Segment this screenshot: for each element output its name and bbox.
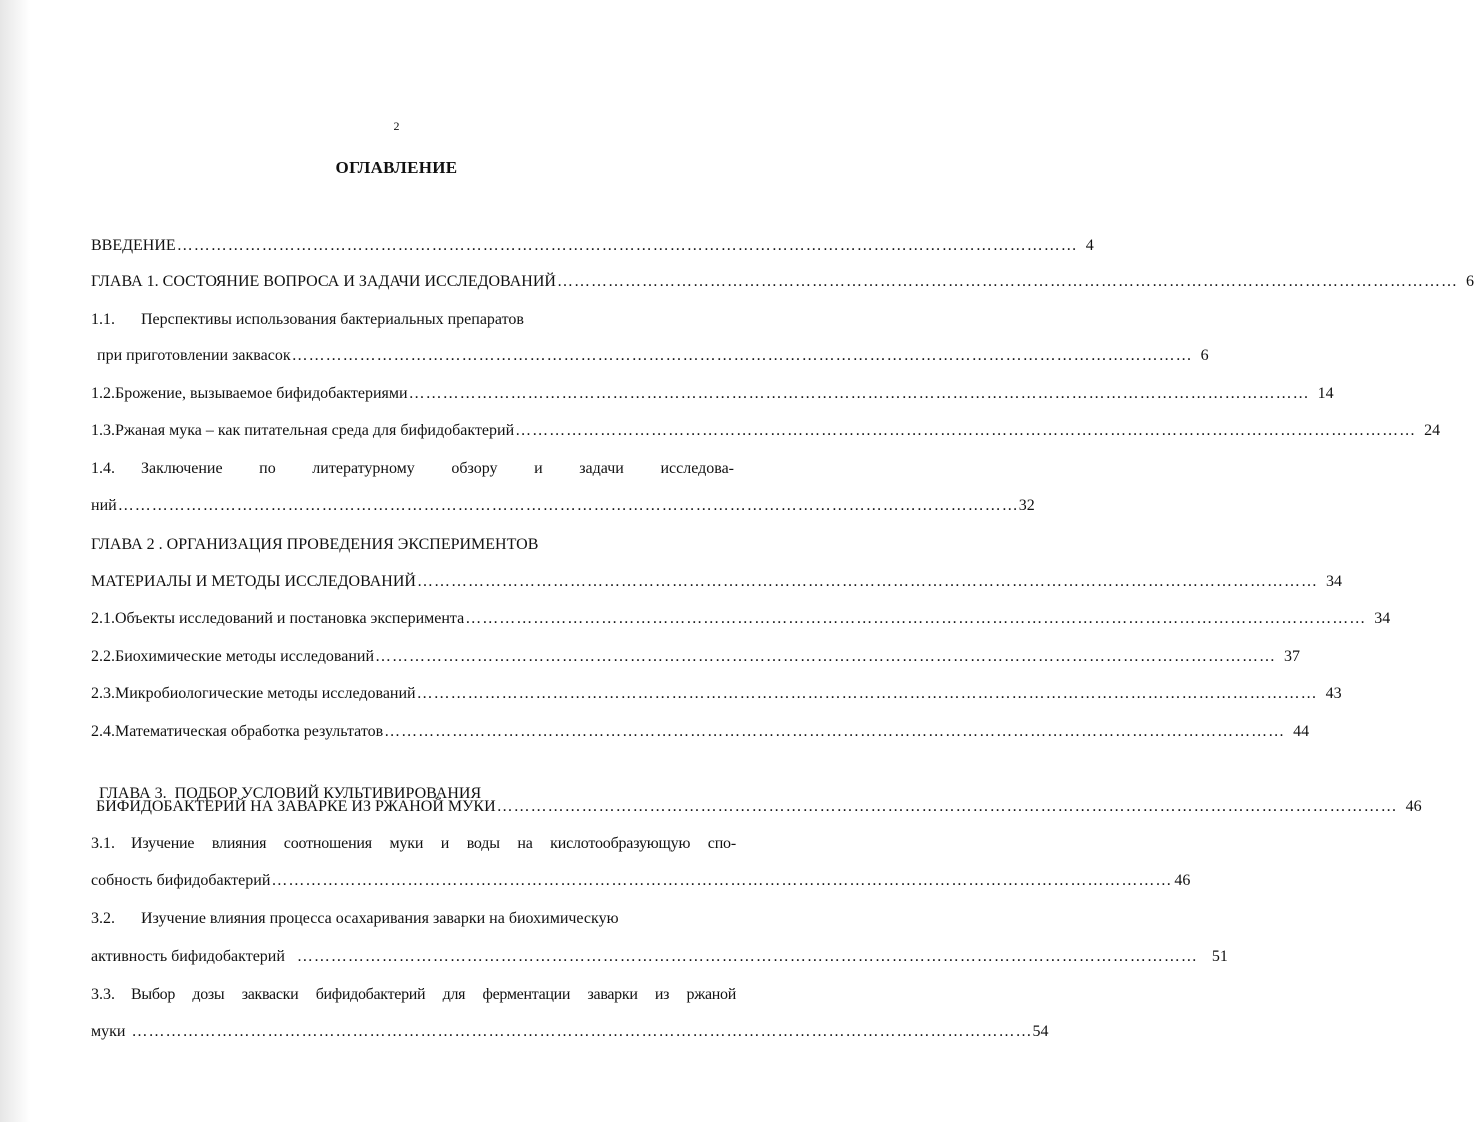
toc-entry-chapter-2-line-2[interactable] bbox=[91, 570, 1342, 594]
toc-page-number: 44 bbox=[1293, 723, 1310, 740]
toc-entry-1-2[interactable] bbox=[91, 382, 1334, 406]
toc-entry-text: собность бифидобактерий bbox=[91, 872, 271, 889]
toc-entry-text: БИФИДОБАКТЕРИЙ НА ЗАВАРКЕ ИЗ РЖАНОЙ МУКИ bbox=[96, 798, 496, 815]
toc-page-number: 32 bbox=[1018, 497, 1035, 514]
toc-entry-text: Перспективы использования бактериальных препаратов bbox=[141, 311, 524, 328]
leader-dots bbox=[375, 645, 1276, 669]
toc-entry-text: Изучение влияния процесса осахаривания заварки на биохимическую bbox=[141, 910, 619, 927]
toc-page-number: 34 bbox=[1374, 610, 1391, 627]
toc-section-number: 2.2. bbox=[91, 648, 115, 665]
toc-entry-text: Математическая обработка результатов bbox=[115, 723, 384, 740]
toc-entry-text: ГЛАВА 2 . ОРГАНИЗАЦИЯ ПРОВЕДЕНИЯ ЭКСПЕРИМЕНТОВ bbox=[91, 536, 539, 553]
toc-entry-1-1-line-1[interactable] bbox=[91, 308, 731, 332]
toc-entry-intro[interactable] bbox=[91, 234, 1094, 258]
leader-dots bbox=[118, 494, 1019, 518]
toc-page-number: 43 bbox=[1325, 685, 1342, 702]
toc-entry-1-1-line-2[interactable] bbox=[97, 344, 1209, 368]
toc-page-number: 34 bbox=[1325, 573, 1342, 590]
toc-section-number: 2.3. bbox=[91, 685, 115, 702]
toc-entry-chapter-2-line-1[interactable] bbox=[91, 533, 731, 557]
leader-dots bbox=[497, 795, 1398, 819]
toc-entry-text: при приготовлении заквасок bbox=[97, 347, 291, 364]
leader-dots bbox=[557, 270, 1458, 294]
leader-dots bbox=[515, 419, 1416, 443]
toc-entry-3-2-line-2[interactable] bbox=[91, 945, 1228, 969]
toc-page-number: 46 bbox=[1174, 872, 1191, 889]
toc-entry-1-3[interactable] bbox=[91, 419, 1441, 443]
leader-dots bbox=[271, 869, 1172, 893]
toc-entry-2-2[interactable] bbox=[91, 645, 1301, 669]
leader-dots bbox=[417, 570, 1318, 594]
toc-entry-text: муки bbox=[91, 1023, 126, 1040]
toc-entry-3-1-line-2[interactable] bbox=[91, 869, 1191, 893]
leader-dots bbox=[297, 945, 1198, 969]
toc-entry-text: ГЛАВА 3. ПОДБОР УСЛОВИЙ КУЛЬТИВИРОВАНИЯ bbox=[99, 785, 482, 802]
toc-entry-text: Микробиологические методы исследований bbox=[115, 685, 416, 702]
toc-page-number: 6 bbox=[1465, 273, 1474, 290]
page-title: ОГЛАВЛЕНИЕ bbox=[335, 158, 458, 177]
toc-page-number: 54 bbox=[1032, 1023, 1049, 1040]
toc-entry-2-3[interactable] bbox=[91, 682, 1342, 706]
toc-entry-3-3-line-1[interactable] bbox=[91, 983, 736, 1007]
toc-section-number: 1.3. bbox=[91, 422, 115, 439]
page-number: 2 bbox=[393, 119, 400, 133]
toc-section-number: 1.1. bbox=[91, 311, 115, 328]
leader-dots bbox=[465, 607, 1366, 631]
leader-dots bbox=[384, 720, 1285, 744]
toc-entry-text: МАТЕРИАЛЫ И МЕТОДЫ ИССЛЕДОВАНИЙ bbox=[91, 573, 416, 590]
toc-page-number: 14 bbox=[1317, 385, 1334, 402]
toc-entry-text: Выбор дозы закваски бифидобактерий для ферментации заварки из ржаной bbox=[131, 986, 736, 1003]
toc-entry-3-1-line-1[interactable] bbox=[91, 832, 736, 856]
leader-dots bbox=[292, 344, 1193, 368]
toc-entry-text: ний bbox=[91, 497, 117, 514]
toc-page-number: 6 bbox=[1200, 347, 1209, 364]
toc-entry-text: Ржаная мука – как питательная среда для бифидобактерий bbox=[115, 422, 515, 439]
leader-dots bbox=[131, 1020, 1032, 1044]
toc-entry-3-2-line-1[interactable] bbox=[91, 907, 736, 931]
toc-entry-chapter-3-line-1[interactable] bbox=[91, 758, 731, 802]
toc-section-number: 1.2. bbox=[91, 385, 115, 402]
toc-entry-text: Объекты исследований и постановка эксперимента bbox=[115, 610, 465, 627]
leader-dots bbox=[417, 682, 1318, 706]
toc-entry-chapter-1[interactable] bbox=[91, 270, 1474, 294]
toc-entry-text: Изучение влияния соотношения муки и воды на кислотообразующую спо- bbox=[131, 835, 736, 852]
toc-entry-text: ВВЕДЕНИЕ bbox=[91, 237, 176, 254]
toc-entry-text: Заключение по литературному обзору и задачи исследова- bbox=[141, 460, 734, 477]
toc-page-number: 37 bbox=[1284, 648, 1301, 665]
toc-entry-text: активность бифидобактерий bbox=[91, 948, 285, 965]
toc-section-number: 2.4. bbox=[91, 723, 115, 740]
toc-entry-2-1[interactable] bbox=[91, 607, 1391, 631]
toc-section-number: 3.1. bbox=[91, 835, 115, 852]
toc-page-number: 51 bbox=[1211, 948, 1228, 965]
toc-entry-chapter-3-line-2[interactable] bbox=[96, 795, 1422, 819]
toc-page-number: 4 bbox=[1085, 237, 1094, 254]
toc-entry-3-3-line-2[interactable] bbox=[91, 1020, 1049, 1044]
toc-section-number: 2.1. bbox=[91, 610, 115, 627]
toc-page-number: 46 bbox=[1405, 798, 1422, 815]
toc-section-number: 1.4. bbox=[91, 460, 115, 477]
toc-entry-text: ГЛАВА 1. СОСТОЯНИЕ ВОПРОСА И ЗАДАЧИ ИССЛЕДОВАНИЙ bbox=[91, 273, 556, 290]
toc-entry-1-4-line-2[interactable] bbox=[91, 494, 1035, 518]
toc-entry-2-4[interactable] bbox=[91, 720, 1310, 744]
toc-entry-text: Биохимические методы исследований bbox=[115, 648, 375, 665]
toc-section-number: 3.3. bbox=[91, 986, 115, 1003]
toc-page-number: 24 bbox=[1424, 422, 1441, 439]
leader-dots bbox=[409, 382, 1310, 406]
toc-entry-text: Брожение, вызываемое бифидобактериями bbox=[115, 385, 408, 402]
toc-section-number: 3.2. bbox=[91, 910, 115, 927]
leader-dots bbox=[177, 234, 1078, 258]
toc-entry-1-4-line-1[interactable] bbox=[91, 457, 734, 481]
